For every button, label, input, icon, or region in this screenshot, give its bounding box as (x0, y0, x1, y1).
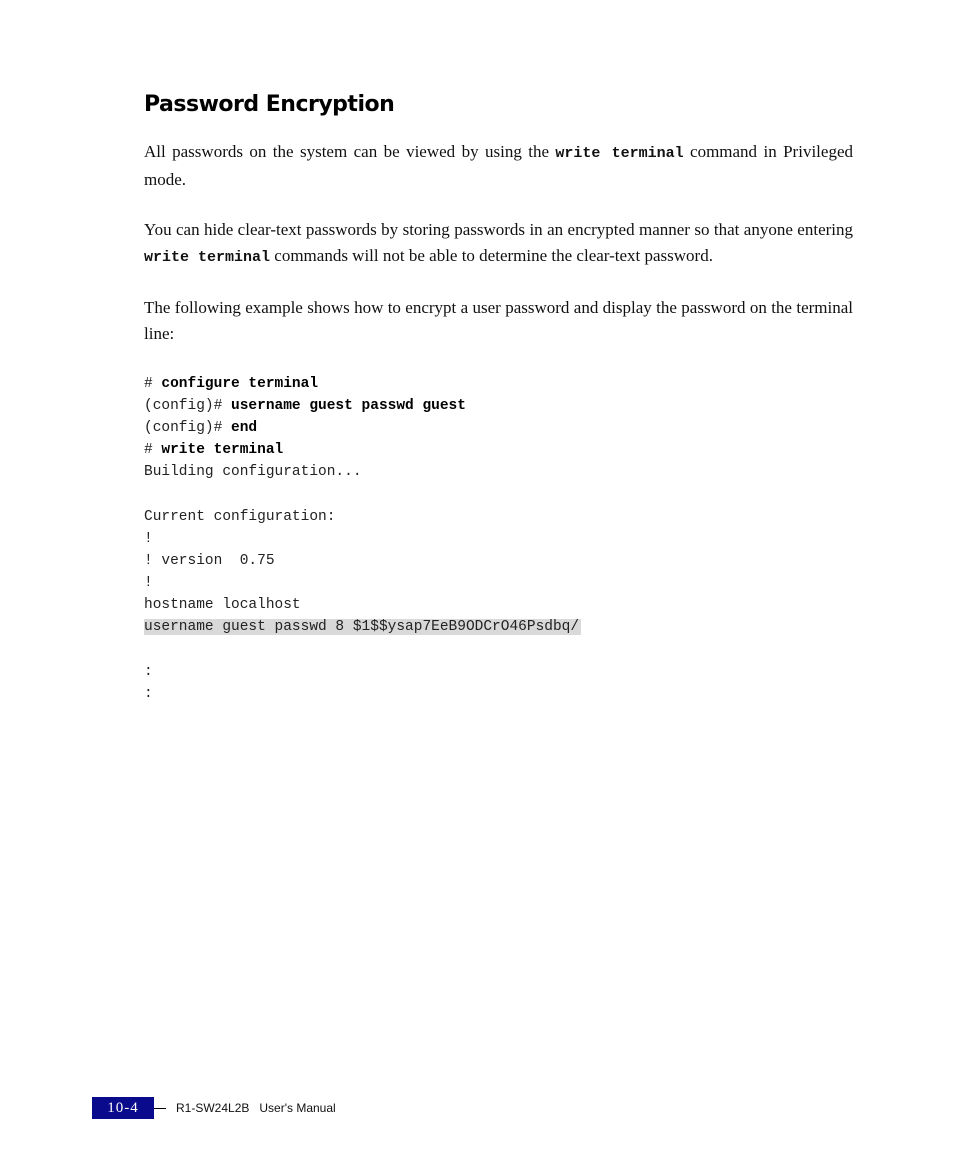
paragraph-text: All passwords on the system can be viewed by using the (144, 142, 556, 161)
code-input: configure terminal (161, 376, 319, 392)
inline-command: write terminal (555, 145, 684, 162)
code-blank-line (144, 638, 581, 661)
code-output: ! (144, 575, 153, 591)
code-prompt: # (144, 442, 162, 458)
code-example (144, 373, 581, 705)
code-prompt: (config)# (144, 420, 232, 436)
paragraph-view-passwords (144, 139, 853, 193)
paragraph-hide-passwords (144, 217, 853, 271)
code-input: write terminal (161, 442, 284, 458)
code-line (144, 417, 581, 439)
code-line (144, 395, 581, 417)
page-number: 10-4 (92, 1097, 154, 1119)
paragraph-text: commands will not be able to determine the clear-text password. (270, 246, 713, 265)
code-line (144, 439, 581, 461)
code-line (144, 373, 581, 395)
page-title: Password Encryption (144, 92, 395, 117)
code-output: Building configuration... (144, 464, 362, 480)
code-input: end (231, 420, 258, 436)
manual-title: R1-SW24L2B User's Manual (176, 1101, 336, 1115)
code-output: : (144, 664, 153, 680)
paragraph-text: command in Privileged mode. (144, 142, 853, 189)
encrypted-password-line: username guest passwd 8 $1$$ysap7EeB9ODCrO46Psdbq/ (144, 619, 580, 635)
paragraph-example-intro: The following example shows how to encrypt a user password and display the password on the terminal line: (144, 298, 853, 343)
code-line-highlighted (144, 616, 581, 638)
code-output: Current configuration: (144, 509, 336, 525)
code-output: : (144, 686, 153, 702)
code-prompt: # (144, 376, 162, 392)
footer-divider (154, 1108, 166, 1109)
paragraph-text: You can hide clear-text passwords by storing passwords in an encrypted manner so that anyone entering (144, 220, 853, 239)
inline-command: write terminal (144, 249, 271, 266)
code-output: hostname localhost (144, 597, 301, 613)
code-output: ! version 0.75 (144, 553, 275, 569)
code-blank-line (144, 483, 581, 506)
code-input: username guest passwd guest (231, 398, 466, 414)
page-footer (92, 1097, 492, 1119)
code-output: ! (144, 531, 153, 547)
code-prompt: (config)# (144, 398, 232, 414)
